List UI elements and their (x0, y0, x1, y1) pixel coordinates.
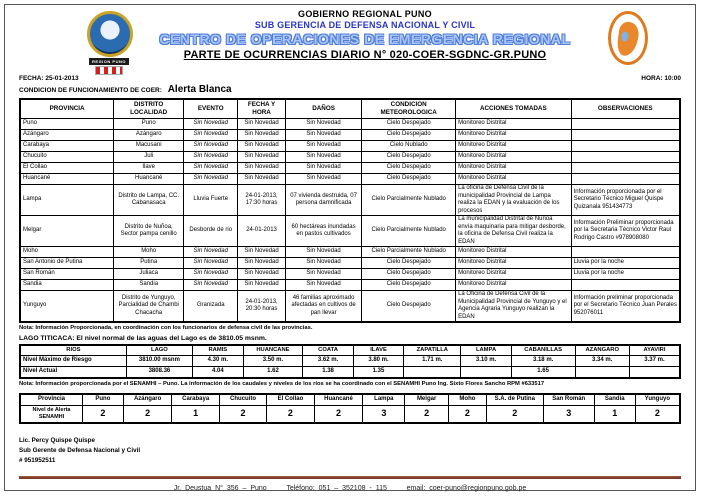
condicion-row (19, 84, 681, 95)
table-cell: Sin Novedad (238, 174, 286, 185)
firma-cargo: Sub Gerente de Defensa Nacional y Civil (19, 447, 141, 455)
table-cell: Lampa (20, 185, 114, 216)
table-row (20, 291, 680, 323)
firma-block (19, 436, 681, 466)
table-cell (571, 130, 680, 141)
table-cell: 3.10 m. (461, 356, 511, 367)
table-cell: Carabaya (20, 141, 114, 152)
table-cell: El Collao (20, 163, 114, 174)
header-cell: Chucuito (219, 394, 266, 406)
firma-telefono: # 951952511 (19, 457, 56, 465)
table-row (20, 174, 680, 185)
table-row (20, 152, 680, 163)
lago-label: LAGO TITICACA: (19, 335, 75, 342)
table-cell: Macusani (114, 141, 184, 152)
alert-level-cell: 3 (363, 406, 405, 424)
table-cell: Sin Novedad (184, 119, 238, 130)
table-row (20, 185, 680, 216)
header-cell: HUANCANE (243, 345, 303, 356)
table-cell: Monitoreo Distrital (456, 152, 572, 163)
table-cell: Cielo Despejado (362, 130, 456, 141)
table-cell: 3.34 m. (575, 356, 629, 367)
table-cell: Huancané (114, 174, 184, 185)
table-cell: Sin Novedad (184, 152, 238, 163)
header-cell: EVENTO (184, 99, 238, 119)
table-cell: Sin Novedad (184, 247, 238, 258)
table-cell: Sin Novedad (285, 141, 362, 152)
table-cell: Desborde de rio (184, 216, 238, 247)
nota-senamhi: Nota: Información proporcionada por el SENAMHI – Puno. La información de los caudales y niveles de los ríos se ha coordinado con el SENAMHI Puno Ing. Sixto Flores Sancho RPM #633517 (19, 381, 545, 387)
table-cell: 1.35 (353, 367, 403, 379)
table-row (20, 247, 680, 258)
lago-titicaca-line (19, 335, 681, 342)
table-cell: Moho (20, 247, 114, 258)
table-cell: Chucuito (20, 152, 114, 163)
table-cell: 24-01-2013, 17:30 horas (238, 185, 286, 216)
table-cell: Cielo Despejado (362, 163, 456, 174)
table-cell: Sin Novedad (285, 258, 362, 269)
rios-table (19, 344, 681, 379)
fecha-label: FECHA: (19, 75, 44, 82)
alert-level-cell: 2 (123, 406, 172, 424)
table-cell: Sin Novedad (238, 269, 286, 280)
table-cell: Sin Novedad (238, 258, 286, 269)
table-cell: Sin Novedad (238, 152, 286, 163)
table-cell: Distrito de Nuñoa, Sector pampa cenillo (114, 216, 184, 247)
table-row (20, 216, 680, 247)
table-cell (571, 280, 680, 291)
table-cell: 4.30 m. (193, 356, 243, 367)
table-row (20, 367, 680, 379)
footer-direccion: Jr. Deustua N° 356 – Puno (173, 485, 267, 493)
nivel-alerta-table (19, 393, 681, 424)
table-cell: 1.65 (511, 367, 575, 379)
alert-level-cell: 2 (448, 406, 486, 424)
map-shape-icon (616, 21, 641, 57)
table-row (20, 119, 680, 130)
alert-level-cell: 2 (405, 406, 448, 424)
header-cell: FECHA Y HORA (238, 99, 286, 119)
header-cell: LAMPA (461, 345, 511, 356)
table-cell: Sin Novedad (184, 163, 238, 174)
table-cell: 60 hectáreas inundadas en pastos cultivados (285, 216, 362, 247)
document-header (19, 9, 681, 73)
table-cell: Lluvia por la noche (571, 269, 680, 280)
table-cell: Información Preliminar proporcionada por la Secretaria Técnico Victor Raul Rodrigo Castro #978908080 (571, 216, 680, 247)
table-cell: Cielo Despejado (362, 174, 456, 185)
table-cell: Información preliminar proporcionada por el Secretario Técnico Juan Perales 952076011 (571, 291, 680, 323)
table-cell: Monitoreo Distrital (456, 130, 572, 141)
table-cell: Sandia (20, 280, 114, 291)
table-cell: 3.50 m. (243, 356, 303, 367)
escudo-region-puno-logo (87, 11, 131, 69)
table-cell: Información proporcionada por el Secretario Técnico Miguel Quispe Quizanala 951434773 (571, 185, 680, 216)
title-subgerencia: SUB GERENCIA DE DEFENSA NACIONAL Y CIVIL (254, 20, 476, 30)
table-cell (461, 367, 511, 379)
header-cell: Melgar (405, 394, 448, 406)
table-row (20, 258, 680, 269)
table-cell: Cielo Despejado (362, 280, 456, 291)
header-cell: OBSERVACIONES (571, 99, 680, 119)
table-cell: Lluvia Fuerte (184, 185, 238, 216)
table-cell: 24-01-2013 (238, 216, 286, 247)
table-cell: Sin Novedad (238, 130, 286, 141)
alert-level-cell: 1 (172, 406, 219, 424)
header-cell: S.A. de Putina (486, 394, 543, 406)
table-cell: Sin Novedad (285, 130, 362, 141)
table-cell: Azángaro (20, 130, 114, 141)
footer-email: email: coer-puno@regionpuno.gob.pe (406, 485, 527, 493)
header-cell: El Collao (267, 394, 314, 406)
table-cell: Monitoreo Distrital (456, 247, 572, 258)
alert-level-cell: 2 (314, 406, 363, 424)
condicion-value: Alerta Blanca (167, 84, 232, 95)
table-cell: 46 familias aproximado afectadas en cultivos de pan llevar (285, 291, 362, 323)
table-cell: 1.38 (303, 367, 353, 379)
oval-icon (608, 11, 648, 65)
table-cell: Moho (114, 247, 184, 258)
table-cell: Granizada (184, 291, 238, 323)
header-cell: RAMIS (193, 345, 243, 356)
title-coer: CENTRO DE OPERACIONES DE EMERGENCIA REGIONAL (159, 31, 571, 47)
header-cell: Provincia (20, 394, 83, 406)
table-cell: Cielo Parcialmente Nublado (362, 185, 456, 216)
alert-level-cell: 2 (486, 406, 543, 424)
alert-level-cell: 1 (594, 406, 635, 424)
table-cell: Sandia (114, 280, 184, 291)
title-parte: PARTE DE OCURRENCIAS DIARIO N° 020-COER-SGDNC-GR.PUNO (183, 49, 547, 61)
table-header-row (20, 99, 680, 119)
header-cell: CONDICION METEOROLOGICA (362, 99, 456, 119)
table-cell: Sin Novedad (184, 269, 238, 280)
table-cell: Monitoreo Distrital (456, 163, 572, 174)
table-cell: Sin Novedad (238, 141, 286, 152)
header-cell: DAÑOS (285, 99, 362, 119)
table-cell: 1.62 (243, 367, 303, 379)
table-cell: Monitoreo Distrital (456, 280, 572, 291)
alert-level-cell: 2 (83, 406, 124, 424)
table-row (20, 406, 680, 424)
mapa-region-puno-logo (605, 11, 651, 69)
header-cell: COATA (303, 345, 353, 356)
hora-value: 10:00 (664, 75, 681, 82)
table-cell: La Oficina de Defensa Civil de la Municipalidad Provincial de Yunguyo y el Agencia Agraria Yunguyo realizan la EDAN (456, 291, 572, 323)
table-cell: Sin Novedad (184, 141, 238, 152)
header-cell: RIOS (20, 345, 126, 356)
alert-level-cell: 3 (543, 406, 594, 424)
table-cell: Nivel de Alerta SENAMHI (20, 406, 83, 424)
table-cell: Sin Novedad (184, 258, 238, 269)
footer-telefono: Teléfono: 051 – 352108 - 115 (286, 485, 387, 493)
table-cell: Nivel Actual (20, 367, 126, 379)
table-cell: Sin Novedad (285, 247, 362, 258)
table-cell: Cielo Despejado (362, 119, 456, 130)
table-cell: Cielo Parcialmente Nublado (362, 247, 456, 258)
alert-level-cell: 2 (635, 406, 680, 424)
table-cell: Putina (114, 258, 184, 269)
alert-level-cell: 2 (219, 406, 266, 424)
table-cell (571, 174, 680, 185)
table-cell: Yunguyo (20, 291, 114, 323)
table-cell: San Román (20, 269, 114, 280)
table-cell: Monitoreo Distrital (456, 258, 572, 269)
table-cell: Sin Novedad (285, 269, 362, 280)
header-cell: ACCIONES TOMADAS (456, 99, 572, 119)
header-cell: CABANILLAS (511, 345, 575, 356)
alert-level-cell: 2 (267, 406, 314, 424)
table-cell: Cielo Despejado (362, 258, 456, 269)
table-row (20, 280, 680, 291)
table-cell (571, 141, 680, 152)
table-cell: Juli (114, 152, 184, 163)
table-cell: Sin Novedad (238, 280, 286, 291)
condicion-label: CONDICION DE FUNCIONAMIENTO DE COER: (19, 87, 162, 94)
table-cell: Juliaca (114, 269, 184, 280)
table-cell (629, 367, 680, 379)
table-cell: 3808.36 (126, 367, 192, 379)
table-cell: Melgar (20, 216, 114, 247)
table-cell: Sin Novedad (184, 130, 238, 141)
table-cell: 1.71 m. (404, 356, 461, 367)
table-cell: Puno (114, 119, 184, 130)
nota-principal: Nota: Información Proporcionada, en coordinación con los funcionarios de defensa civil de las provincias. (19, 325, 313, 331)
table-cell: Ilave (114, 163, 184, 174)
table-cell: Sin Novedad (238, 247, 286, 258)
escudo-caption: REGION PUNO (89, 58, 129, 65)
document-page (4, 4, 696, 491)
header-cell: PROVINCIA (20, 99, 114, 119)
table-cell: 3.18 m. (511, 356, 575, 367)
table-header-row (20, 394, 680, 406)
table-cell: 07 vivienda destruida, 07 persona damnificada (285, 185, 362, 216)
table-header-row (20, 345, 680, 356)
header-cell: Huancané (314, 394, 363, 406)
table-row (20, 269, 680, 280)
table-cell: Sin Novedad (285, 163, 362, 174)
header-cell: San Román (543, 394, 594, 406)
header-cell: Moho (448, 394, 486, 406)
table-cell (571, 152, 680, 163)
table-cell: 3.80 m. (353, 356, 403, 367)
meta-row (19, 75, 681, 82)
header-cell: ZAPATILLA (404, 345, 461, 356)
header-cell: DISTRITO LOCALIDAD (114, 99, 184, 119)
table-cell: Sin Novedad (238, 163, 286, 174)
table-row (20, 141, 680, 152)
table-cell: Distrito de Yunguyo, Parcialidad de Chambi Chacacha (114, 291, 184, 323)
table-cell: Monitoreo Distrital (456, 119, 572, 130)
table-cell: 3.37 m. (629, 356, 680, 367)
table-cell: Sin Novedad (184, 174, 238, 185)
header-titles (139, 9, 591, 61)
header-cell: Puno (83, 394, 124, 406)
table-cell (571, 247, 680, 258)
table-cell: Huancané (20, 174, 114, 185)
table-cell: Nivel Máximo de Riesgo (20, 356, 126, 367)
hora (641, 75, 681, 82)
header-cell: Yunguyo (635, 394, 680, 406)
table-cell: Sin Novedad (238, 119, 286, 130)
table-cell: Cielo Despejado (362, 269, 456, 280)
table-cell: San Antonio de Putina (20, 258, 114, 269)
title-gobierno: GOBIERNO REGIONAL PUNO (298, 9, 432, 19)
table-row (20, 163, 680, 174)
table-cell: Cielo Parcialmente Nublado (362, 216, 456, 247)
table-cell: La municipalidad Distrital de Nuñoa envía maquinaria para mitigar desborde, la oficina de Defensa Civil realiza la EDAN (456, 216, 572, 247)
header-cell: Sandia (594, 394, 635, 406)
footer-address (19, 485, 681, 492)
table-cell (404, 367, 461, 379)
hora-label: HORA: (641, 75, 663, 82)
table-row (20, 130, 680, 141)
table-cell: 24-01-2013, 20:30 horas (238, 291, 286, 323)
table-cell: 3.62 m. (303, 356, 353, 367)
header-cell: Lampa (363, 394, 405, 406)
header-cell: ILAVE (353, 345, 403, 356)
table-cell: Monitoreo Distrital (456, 269, 572, 280)
firma-nombre: Lic. Percy Quispe Quispe (19, 437, 95, 444)
fecha-value: 25-01-2013 (45, 75, 79, 82)
table-cell: La oficina de Defensa Civil de la municipalidad Provincial de Lampa realiza la EDAN y la evaluación de los procesos (456, 185, 572, 216)
escudo-icon (87, 11, 133, 57)
table-cell: Cielo Despejado (362, 291, 456, 323)
peru-flags-icon (95, 66, 123, 75)
table-cell (575, 367, 629, 379)
header-cell: AYAVIRI (629, 345, 680, 356)
table-cell: Monitoreo Distrital (456, 174, 572, 185)
table-cell: Cielo Despejado (362, 152, 456, 163)
header-cell: LAGO (126, 345, 192, 356)
table-cell: 4.04 (193, 367, 243, 379)
table-cell: Monitoreo Distrital (456, 141, 572, 152)
table-cell: Distrito de Lampa, CC. Cabanasaca (114, 185, 184, 216)
header-cell: AZANGARO (575, 345, 629, 356)
table-cell: Cielo Nublado (362, 141, 456, 152)
ocurrencias-table (19, 98, 681, 323)
table-cell: Sin Novedad (285, 119, 362, 130)
fecha (19, 75, 79, 82)
footer-rule (19, 476, 681, 479)
header-cell: Carabaya (172, 394, 219, 406)
table-cell: Lluvia por la noche (571, 258, 680, 269)
table-cell: 3810.00 msnm (126, 356, 192, 367)
table-cell: Sin Novedad (285, 152, 362, 163)
table-row (20, 356, 680, 367)
table-cell (571, 119, 680, 130)
table-cell: Sin Novedad (285, 280, 362, 291)
table-cell (571, 163, 680, 174)
table-cell: Azángaro (114, 130, 184, 141)
lago-text: El nivel normal de las aguas del Lago es de 3810.05 msnm. (74, 335, 267, 342)
table-cell: Sin Novedad (184, 280, 238, 291)
header-cell: Azángaro (123, 394, 172, 406)
table-cell: Sin Novedad (285, 174, 362, 185)
table-cell: Puno (20, 119, 114, 130)
